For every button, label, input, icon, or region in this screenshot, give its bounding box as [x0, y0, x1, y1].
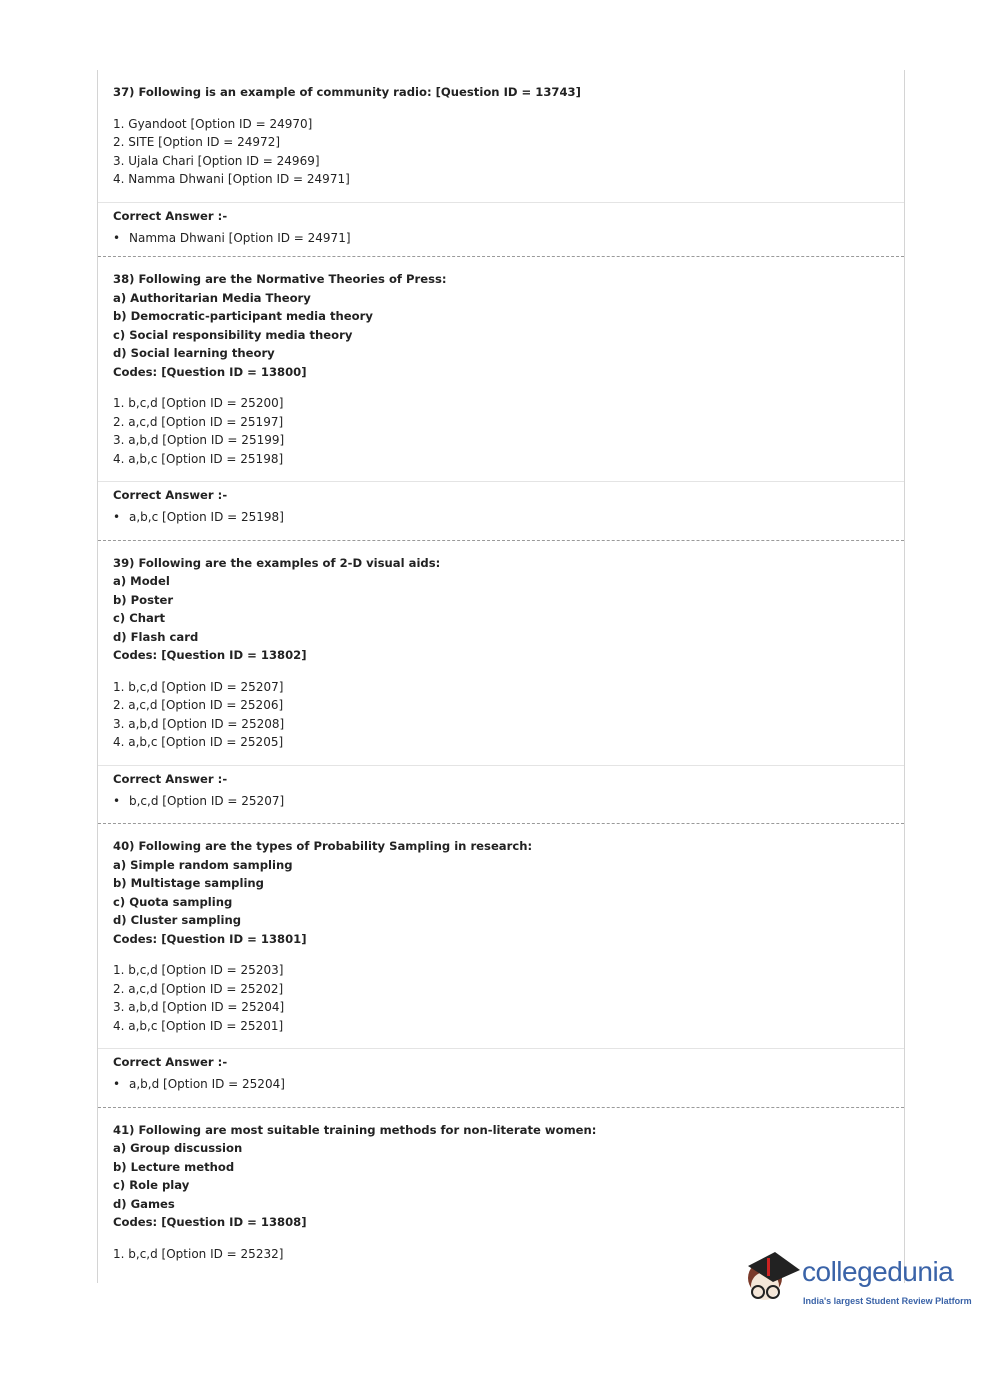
- answer-separator: [98, 202, 904, 203]
- bullet-icon: •: [113, 229, 129, 248]
- correct-answer-text: b,c,d [Option ID = 25207]: [129, 794, 284, 808]
- bullet-icon: •: [113, 508, 129, 527]
- question-statement: a) Authoritarian Media Theory: [113, 289, 904, 308]
- question-statement: c) Social responsibility media theory: [113, 326, 904, 345]
- answer-separator: [98, 1048, 904, 1049]
- options-list: [113, 394, 904, 468]
- correct-answer: [113, 229, 351, 248]
- question-codes: Codes: [Question ID = 13802]: [113, 646, 904, 665]
- question-title: 41) Following are most suitable training methods for non-literate women:: [113, 1121, 904, 1140]
- question-title: 37) Following is an example of community radio: [Question ID = 13743]: [113, 83, 904, 102]
- question-statement: b) Multistage sampling: [113, 874, 904, 893]
- question-statement: a) Simple random sampling: [113, 856, 904, 875]
- question-statement: c) Role play: [113, 1176, 904, 1195]
- question-statement: a) Model: [113, 572, 904, 591]
- option-item: 1. Gyandoot [Option ID = 24970]: [113, 115, 904, 134]
- question-block: [98, 824, 904, 1108]
- option-item: 4. a,b,c [Option ID = 25205]: [113, 733, 904, 752]
- correct-answer-text: a,b,c [Option ID = 25198]: [129, 510, 284, 524]
- correct-answer-label: Correct Answer :-: [113, 1053, 227, 1072]
- bullet-icon: •: [113, 1075, 129, 1094]
- question-statement: a) Group discussion: [113, 1139, 904, 1158]
- option-item: 2. a,c,d [Option ID = 25202]: [113, 980, 904, 999]
- option-item: 3. a,b,d [Option ID = 25199]: [113, 431, 904, 450]
- question-title: 39) Following are the examples of 2-D visual aids:: [113, 554, 904, 573]
- option-item: 3. a,b,d [Option ID = 25208]: [113, 715, 904, 734]
- option-item: 4. a,b,c [Option ID = 25198]: [113, 450, 904, 469]
- option-item: 1. b,c,d [Option ID = 25232]: [113, 1245, 904, 1264]
- question-statement: c) Chart: [113, 609, 904, 628]
- question-statement: b) Lecture method: [113, 1158, 904, 1177]
- correct-answer-label: Correct Answer :-: [113, 486, 227, 505]
- correct-answer-label: Correct Answer :-: [113, 770, 227, 789]
- options-list: [113, 115, 904, 189]
- question-title: 38) Following are the Normative Theories of Press:: [113, 270, 904, 289]
- question-statement: d) Flash card: [113, 628, 904, 647]
- correct-answer: [113, 792, 284, 811]
- answer-separator: [98, 481, 904, 482]
- options-list: [113, 961, 904, 1035]
- correct-answer-text: Namma Dhwani [Option ID = 24971]: [129, 231, 351, 245]
- question-title: 40) Following are the types of Probability Sampling in research:: [113, 837, 904, 856]
- question-codes: Codes: [Question ID = 13800]: [113, 363, 904, 382]
- option-item: 4. a,b,c [Option ID = 25201]: [113, 1017, 904, 1036]
- question-codes: Codes: [Question ID = 13801]: [113, 930, 904, 949]
- question-statement: c) Quota sampling: [113, 893, 904, 912]
- logo-tagline: India's largest Student Review Platform: [803, 1296, 972, 1306]
- correct-answer-label: Correct Answer :-: [113, 207, 227, 226]
- question-statement: d) Cluster sampling: [113, 911, 904, 930]
- question-statement: b) Poster: [113, 591, 904, 610]
- option-item: 2. SITE [Option ID = 24972]: [113, 133, 904, 152]
- option-item: 1. b,c,d [Option ID = 25207]: [113, 678, 904, 697]
- question-statement: b) Democratic-participant media theory: [113, 307, 904, 326]
- question-block: [98, 541, 904, 825]
- option-item: 4. Namma Dhwani [Option ID = 24971]: [113, 170, 904, 189]
- answer-separator: [98, 765, 904, 766]
- question-block: [98, 257, 904, 541]
- correct-answer: [113, 1075, 285, 1094]
- option-item: 3. Ujala Chari [Option ID = 24969]: [113, 152, 904, 171]
- question-paper: [97, 70, 905, 1283]
- question-block: [98, 70, 904, 257]
- option-item: 1. b,c,d [Option ID = 25203]: [113, 961, 904, 980]
- correct-answer-text: a,b,d [Option ID = 25204]: [129, 1077, 285, 1091]
- logo-wordmark: collegedunia: [802, 1256, 953, 1288]
- collegedunia-logo: [740, 1248, 980, 1323]
- option-item: 2. a,c,d [Option ID = 25197]: [113, 413, 904, 432]
- option-item: 2. a,c,d [Option ID = 25206]: [113, 696, 904, 715]
- option-item: 1. b,c,d [Option ID = 25200]: [113, 394, 904, 413]
- question-codes: Codes: [Question ID = 13808]: [113, 1213, 904, 1232]
- question-statement: d) Games: [113, 1195, 904, 1214]
- correct-answer: [113, 508, 284, 527]
- mascot-icon: [740, 1248, 800, 1323]
- option-item: 3. a,b,d [Option ID = 25204]: [113, 998, 904, 1017]
- options-list: [113, 678, 904, 752]
- question-statement: d) Social learning theory: [113, 344, 904, 363]
- bullet-icon: •: [113, 792, 129, 811]
